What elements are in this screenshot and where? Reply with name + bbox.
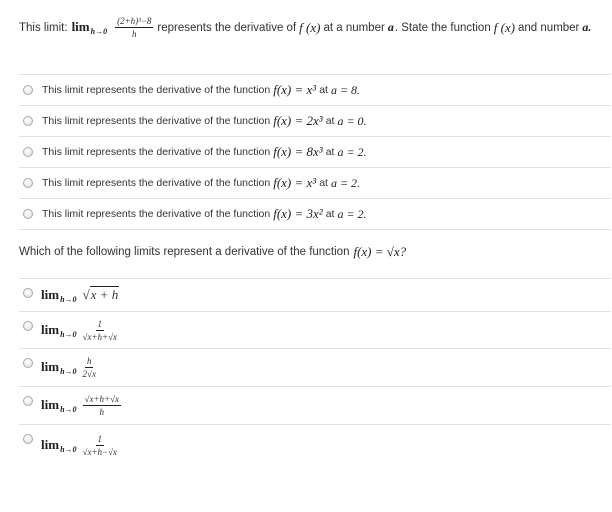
function-fx: f (x) bbox=[299, 19, 321, 35]
lim-operator: $\lim_{h\to 0}$ bbox=[71, 19, 108, 36]
question-1-middle4: and number bbox=[518, 21, 580, 34]
option-a-value: a = 2. bbox=[337, 144, 367, 159]
question-1-middle3: . State the function bbox=[394, 21, 491, 34]
option-2-4[interactable] bbox=[19, 386, 611, 424]
radio-button[interactable] bbox=[23, 178, 33, 188]
radio-button[interactable] bbox=[23, 396, 33, 406]
option-at: at bbox=[325, 208, 335, 220]
option-label: This limit represents the derivative of the function bbox=[42, 146, 271, 158]
option-a-value: a = 0. bbox=[337, 113, 367, 128]
question-1-prefix: This limit: bbox=[19, 21, 68, 34]
limit-fraction: $\frac{h}{2√x}$ bbox=[82, 356, 96, 379]
question-1 bbox=[19, 16, 591, 39]
option-function: f(x) = x³ bbox=[273, 82, 317, 97]
option-at: at bbox=[319, 177, 328, 189]
question-2-options bbox=[19, 278, 611, 465]
option-2-3[interactable] bbox=[19, 348, 611, 386]
option-function: f(x) = 3x² bbox=[273, 206, 323, 221]
option-2-1[interactable] bbox=[19, 278, 611, 311]
question-1-middle2: at a number bbox=[323, 21, 385, 34]
question-2 bbox=[19, 244, 406, 260]
question-2-function: f(x) = √x? bbox=[353, 244, 407, 259]
option-1-2[interactable] bbox=[19, 105, 611, 136]
option-label: This limit represents the derivative of the function bbox=[42, 208, 271, 220]
limit-expression: $\lim_{h\to 0}$ √x + h bbox=[41, 286, 119, 304]
limit-expression: $\lim_{h\to 0}$ $\frac{1}{√x+h-√x}$ bbox=[41, 433, 118, 457]
radio-button[interactable] bbox=[23, 147, 33, 157]
option-at: at bbox=[325, 115, 335, 127]
limit-expression: $\lim_{h\to 0}$ $\frac{h}{2√x}$ bbox=[41, 356, 96, 379]
limit-expression: $\lim_{h\to 0}$ $\frac{√x+h+√x}{h}$ bbox=[41, 394, 120, 417]
option-2-5[interactable] bbox=[19, 424, 611, 465]
limit-fraction: $\frac{1}{√x+h+√x}$ bbox=[82, 318, 118, 342]
radio-button[interactable] bbox=[23, 288, 33, 298]
limit-fraction: $\frac{√x+h+√x}{h}$ bbox=[84, 394, 120, 417]
option-at: at bbox=[319, 84, 328, 96]
option-function: f(x) = x³ bbox=[273, 175, 317, 190]
a-variable-2: a. bbox=[582, 20, 592, 34]
option-function: f(x) = 8x³ bbox=[273, 144, 323, 159]
a-variable: a bbox=[387, 20, 394, 34]
option-1-4[interactable] bbox=[19, 167, 611, 198]
option-function: f(x) = 2x³ bbox=[273, 113, 323, 128]
function-fx-2: f (x) bbox=[493, 19, 516, 35]
radio-button[interactable] bbox=[23, 434, 33, 444]
option-1-3[interactable] bbox=[19, 136, 611, 167]
question-1-options bbox=[19, 74, 611, 230]
limit-fraction: $\frac{\text{(2+h)³−8}}{h}$ bbox=[117, 16, 152, 39]
option-a-value: a = 2. bbox=[330, 175, 361, 190]
option-label: This limit represents the derivative of the function bbox=[42, 115, 271, 127]
option-1-5[interactable] bbox=[19, 198, 611, 230]
radio-button[interactable] bbox=[23, 116, 33, 126]
radio-button[interactable] bbox=[23, 321, 33, 331]
radio-button[interactable] bbox=[23, 358, 33, 368]
question-1-middle: represents the derivative of bbox=[157, 21, 297, 34]
option-a-value: a = 2. bbox=[337, 206, 367, 221]
radio-button[interactable] bbox=[23, 85, 33, 95]
sqrt-expression: √x + h bbox=[82, 287, 119, 302]
option-label: This limit represents the derivative of the function bbox=[42, 84, 271, 96]
limit-fraction: $\frac{1}{√x+h-√x}$ bbox=[82, 433, 118, 457]
option-at: at bbox=[325, 146, 335, 158]
radio-button[interactable] bbox=[23, 209, 33, 219]
question-2-text: Which of the following limits represent a derivative of the function bbox=[19, 246, 350, 258]
option-2-2[interactable] bbox=[19, 311, 611, 348]
option-1-1[interactable] bbox=[19, 74, 611, 105]
limit-expression: $\lim_{h\to 0}$ $\frac{1}{√x+h+√x}$ bbox=[41, 318, 118, 342]
option-a-value: a = 8. bbox=[330, 82, 361, 97]
option-label: This limit represents the derivative of the function bbox=[42, 177, 271, 189]
